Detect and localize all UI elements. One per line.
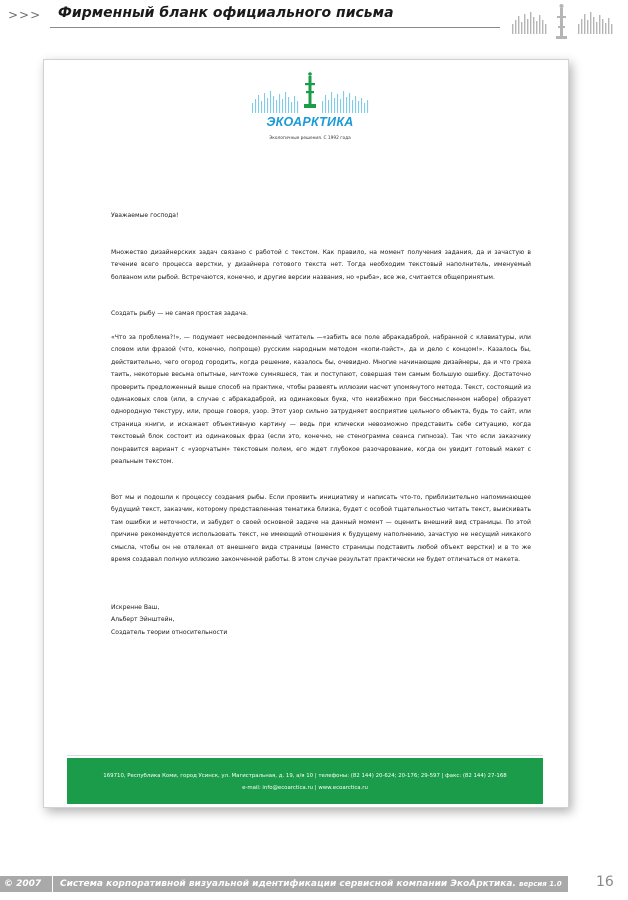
footer-contacts: e-mail: info@ecoarctica.ru | www.ecoarctica.ru [242,785,368,791]
version-label: версия 1.0 [519,880,562,888]
page-title: Фирменный бланк официального письма [58,5,394,21]
header-arrows: >>> [8,8,42,22]
bottom-bar [0,876,596,892]
company-logo [248,71,372,141]
bar-caption [60,876,595,892]
letterhead-sheet [43,59,569,808]
signer-title: Создатель теории относительности [111,628,228,636]
page-number: 16 [596,874,614,890]
brand-wave-mark-icon [510,2,622,46]
ecoarctica-logo-icon [248,71,372,133]
header-rule [50,27,500,28]
letter-paragraph: «Что за проблема?!», — подумает несведомленный читатель —«забить все поле абракадаброй, набранной с клавиатуры, или словом или фразой (что, конечно, попроще) русским народным методом «копи-пэйст», да и дело с концом!». Казалось бы, действительно, чего огород городить, когда решение, казалось бы, очевидно. Многие начинающие дизайнеры, да и что греха таить, некоторые весьма опытные, ничтоже сумняшеся, так и поступают, совершая тем самым большую ошибку. Достаточно проверить предложенный выше способ на практике, чтобы развеять иллюзии насчет упомянутого метода. Текст, состоящий из одинаковых слов (или, в случае с абракадаброй, из одинаковых букв, что неизбежно при бессмысленном наборе) образует однородную текстуру, или, проще говоря, узор. Этот узор сильно затрудняет восприятие цельного объекта, будь то сайт, или страница книги, и искажает объективную картину — ведь при кпически невозможно представить себе ситуацию, когда текстовый блок состоит из одинаковых фраз (если это, конечно, не стенограмма сеанса гипноза). Так что если заказчику понравится вариант с «узорчатым» текстовым полем, его ждет глубокое разочарование, когда он увидит готовый макет с реальным текстом. [111,334,531,466]
signer-name: Альберт Эйнштейн, [111,616,175,624]
letter-salutation: Уважаемые господа! [111,212,179,219]
bar-separator [52,876,53,892]
logo-wordmark: ЭКОАРКТИКА [266,115,354,129]
footer-address: 169710, Республика Коми, город Усинск, ул. Магистральная, д. 19, а/я 10 | телефоны: (82 144) 20-624; 20-176; 29-597 | факс: (82 144) 27-168 [103,773,507,779]
letterhead-footer [67,758,543,804]
bar-caption-text: Система корпоративной визуальной идентификации сервисной компании ЭкоАрктика. [60,879,516,889]
logo-slogan: Экологичные решения. С 1992 года [269,136,351,141]
letter-paragraph: Вот мы и подошли к процессу создания рыбы. Если проявить инициативу и написать что-то, приблизительно напоминающее будущий текст, заказчик, которому представленная тематика близка, будет с особой тщательностью читать текст, выискивать там ошибки и неточности, и забудет о своей основной задаче на данный момент — оценить внешний вид страницы. По этой причине рекомендуется использовать текст, не имеющий отношения к будущему наполнению, зачастую не несущий никакого смысла, чтобы он не отвлекал от внешнего вида страницы (вместо страницы подставить любой объект верстки) и в то же время создавал полную иллюзию законченной работы. В этом случае результат практически не будет отличаться от макета. [111,494,531,564]
letter-signature [111,602,227,639]
bar-arrows: >>> [572,879,596,889]
footer-divider [67,755,543,756]
copyright: © 2007 [4,879,42,889]
page-header [0,0,628,34]
letter-paragraph: Создать рыбу — не самая простая задача. [111,310,248,317]
letter-paragraph: Множество дизайнерских задач связано с работой с текстом. Как правило, на момент получения задания, да и зачастую в течение всего процесса верстки, у дизайнера готового текста нет. Тогда необходим текстовый наполнитель, именуемый болваном или рыбой. Встречаются, конечно, и другие версии названия, но «рыба», все же, считается общепринятым. [111,249,531,281]
letter-closing: Искренне Ваш, [111,604,160,611]
